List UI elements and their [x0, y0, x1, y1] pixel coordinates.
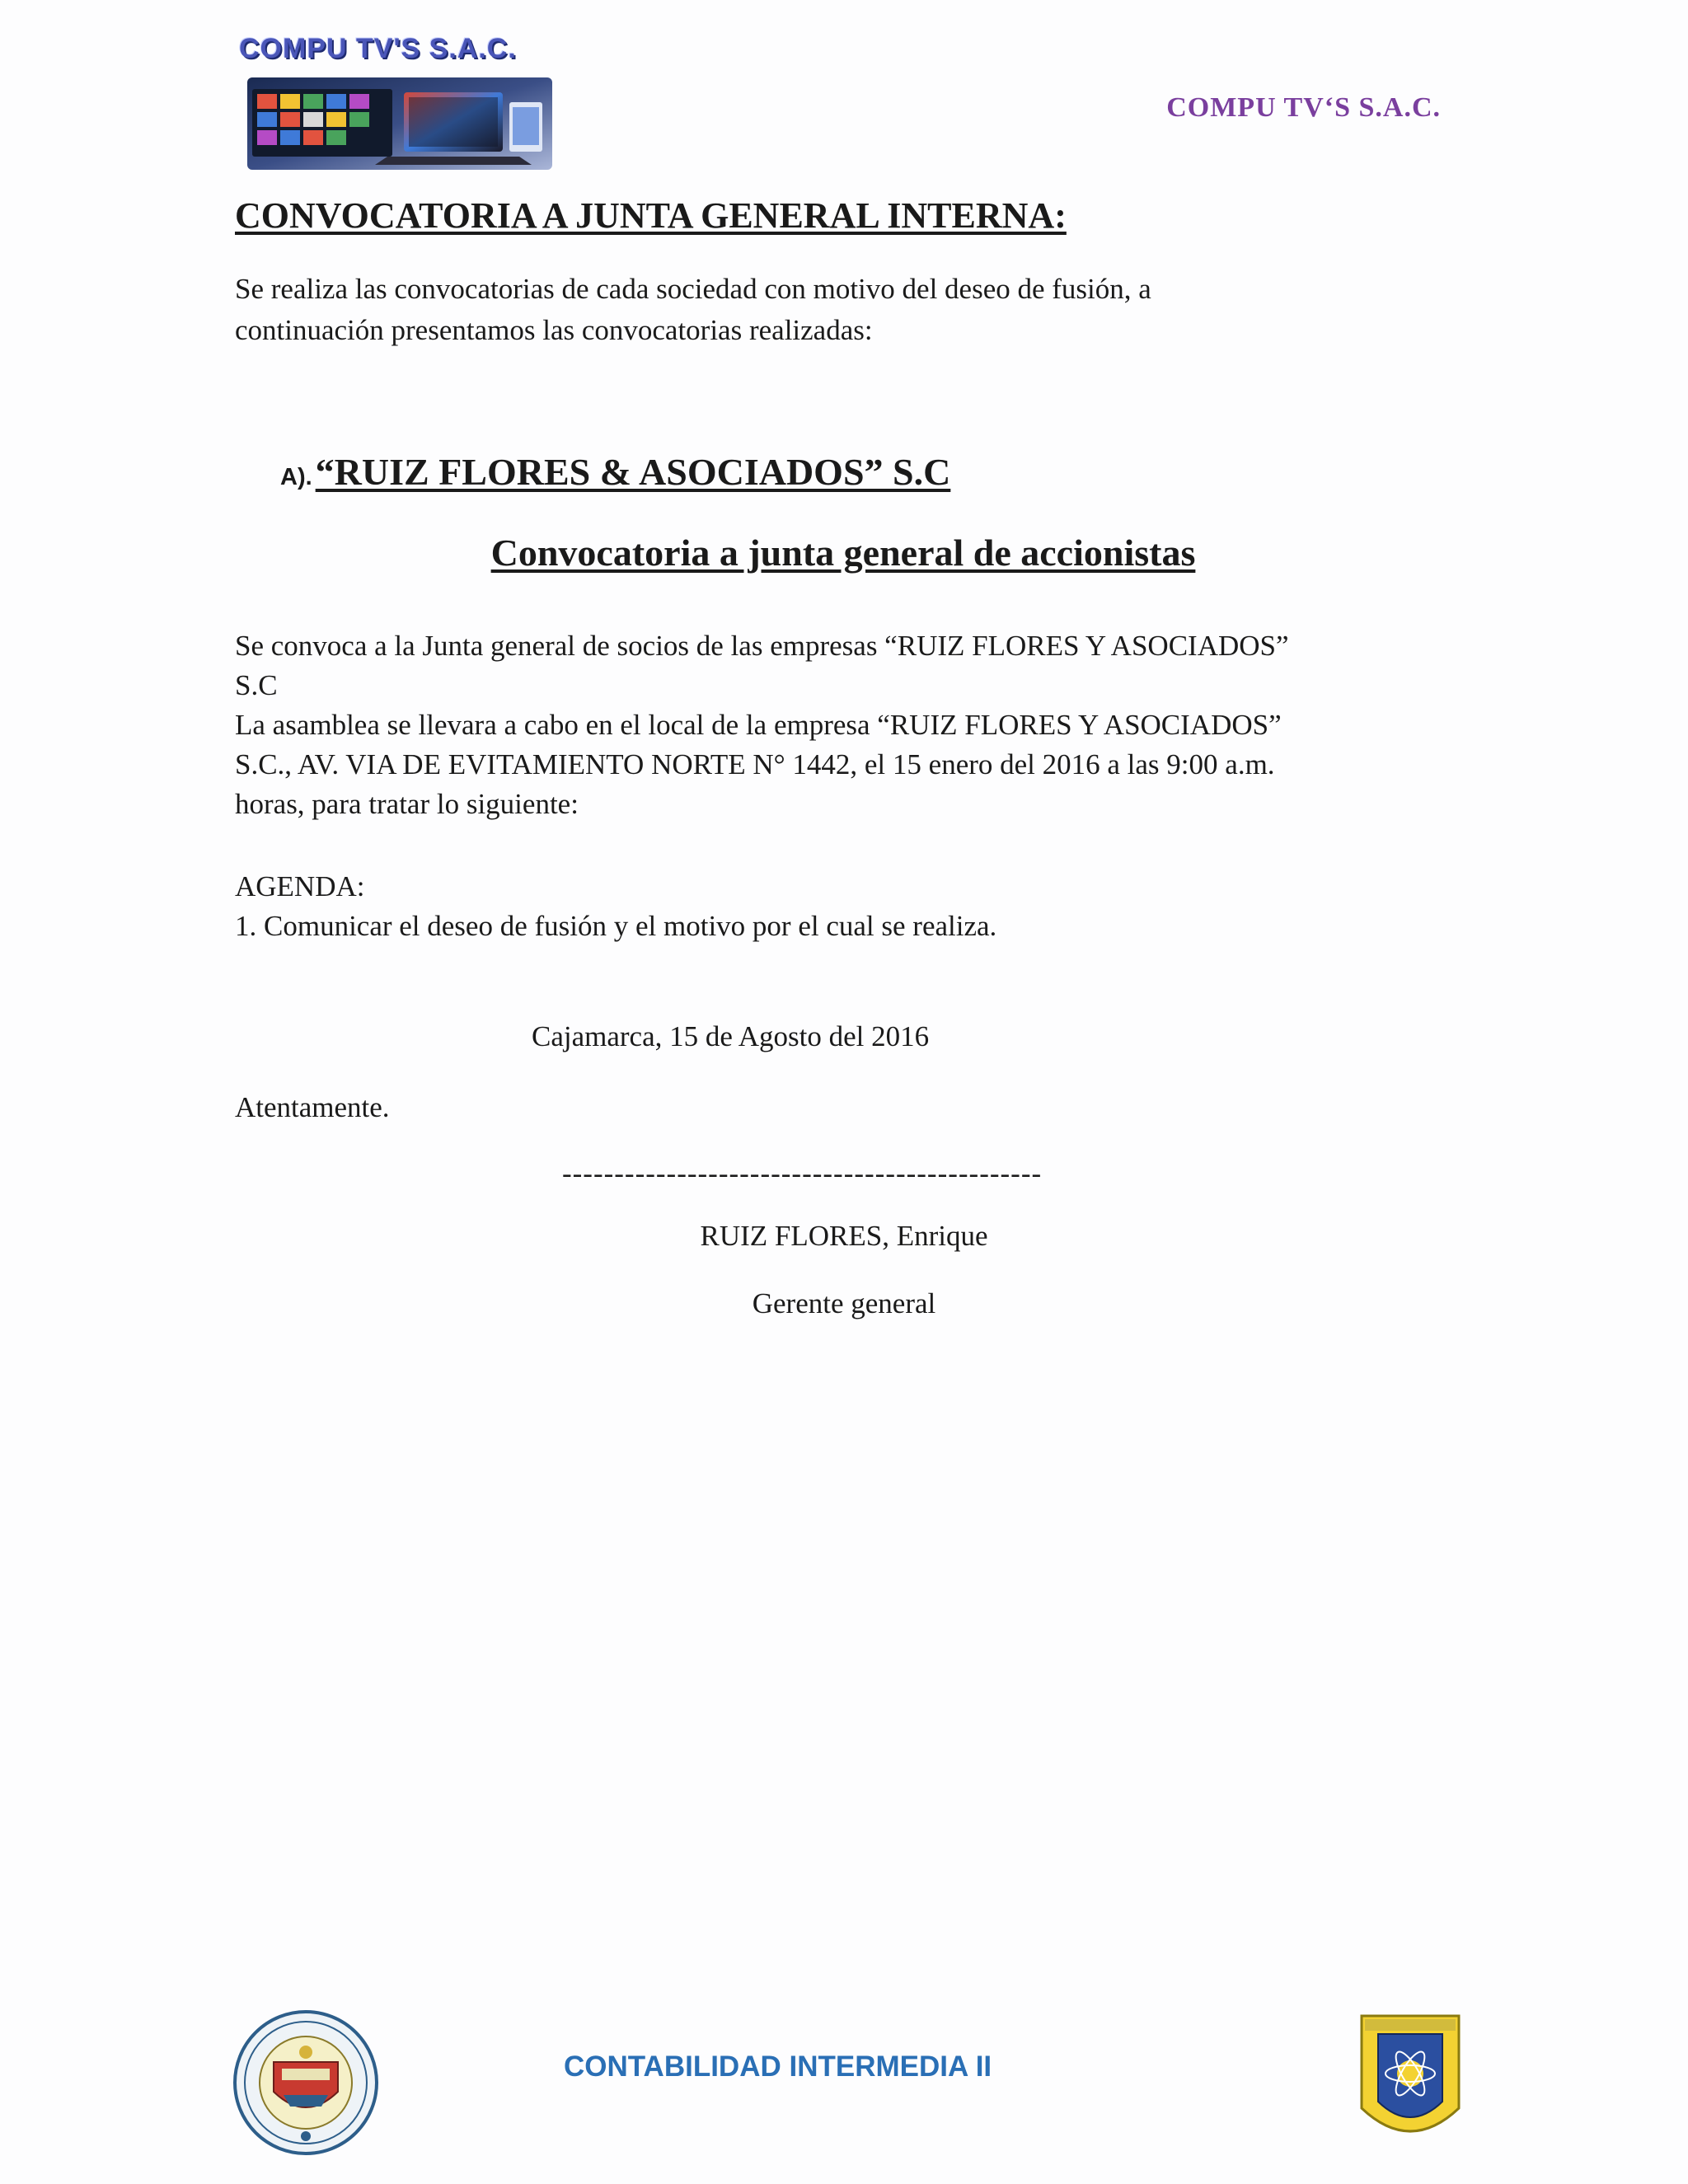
signature-line: ---------------------------------------------- [562, 1157, 1043, 1189]
logo-banner-image [247, 77, 552, 170]
intro-line: Se realiza las convocatorias de cada sociedad con motivo del deseo de fusión, a [235, 273, 1151, 305]
body-line: horas, para tratar lo siguiente: [235, 788, 579, 820]
university-shield-icon [1357, 2009, 1464, 2158]
body-line: S.C [235, 669, 278, 701]
convocatoria-heading [0, 531, 1688, 574]
agenda-item: 1. Comunicar el deseo de fusión y el motivo por el cual se realiza. [235, 910, 997, 942]
closing-text: Atentamente. [235, 1091, 390, 1123]
signer-name-text: RUIZ FLORES, Enrique [700, 1220, 988, 1252]
signer-name [0, 1220, 1688, 1253]
company-logo [239, 33, 560, 173]
footer-course-label: CONTABILIDAD INTERMEDIA II [564, 2050, 992, 2083]
convocatoria-title-text: Convocatoria a junta general de accionistas [490, 532, 1196, 574]
header-company-name: COMPU TV‘S S.A.C. [1166, 92, 1441, 123]
document-main-title: CONVOCATORIA A JUNTA GENERAL INTERNA: [235, 195, 1067, 236]
place-and-date: Cajamarca, 15 de Agosto del 2016 [532, 1020, 930, 1052]
convocatoria-body [235, 626, 1455, 824]
logo-text: COMPU TV'S S.A.C. [239, 33, 517, 64]
section-marker: A). [280, 464, 312, 490]
faculty-seal-icon [232, 2009, 379, 2156]
intro-line: continuación presentamos las convocatorias realizadas: [235, 314, 873, 346]
body-line: Se convoca a la Junta general de socios de las empresas “RUIZ FLORES Y ASOCIADOS” [235, 630, 1289, 662]
agenda-heading: AGENDA: [235, 870, 365, 902]
agenda-section [235, 867, 996, 946]
signer-role: Gerente general [752, 1287, 936, 1319]
body-line: La asamblea se llevara a cabo en el local de la empresa “RUIZ FLORES Y ASOCIADOS” [235, 709, 1282, 741]
body-line: S.C., AV. VIA DE EVITAMIENTO NORTE N° 1442, el 15 enero del 2016 a las 9:00 a.m. [235, 748, 1275, 780]
intro-paragraph [235, 269, 1323, 351]
section-title: “RUIZ FLORES & ASOCIADOS” S.C [315, 451, 951, 493]
section-a-heading [280, 450, 950, 494]
